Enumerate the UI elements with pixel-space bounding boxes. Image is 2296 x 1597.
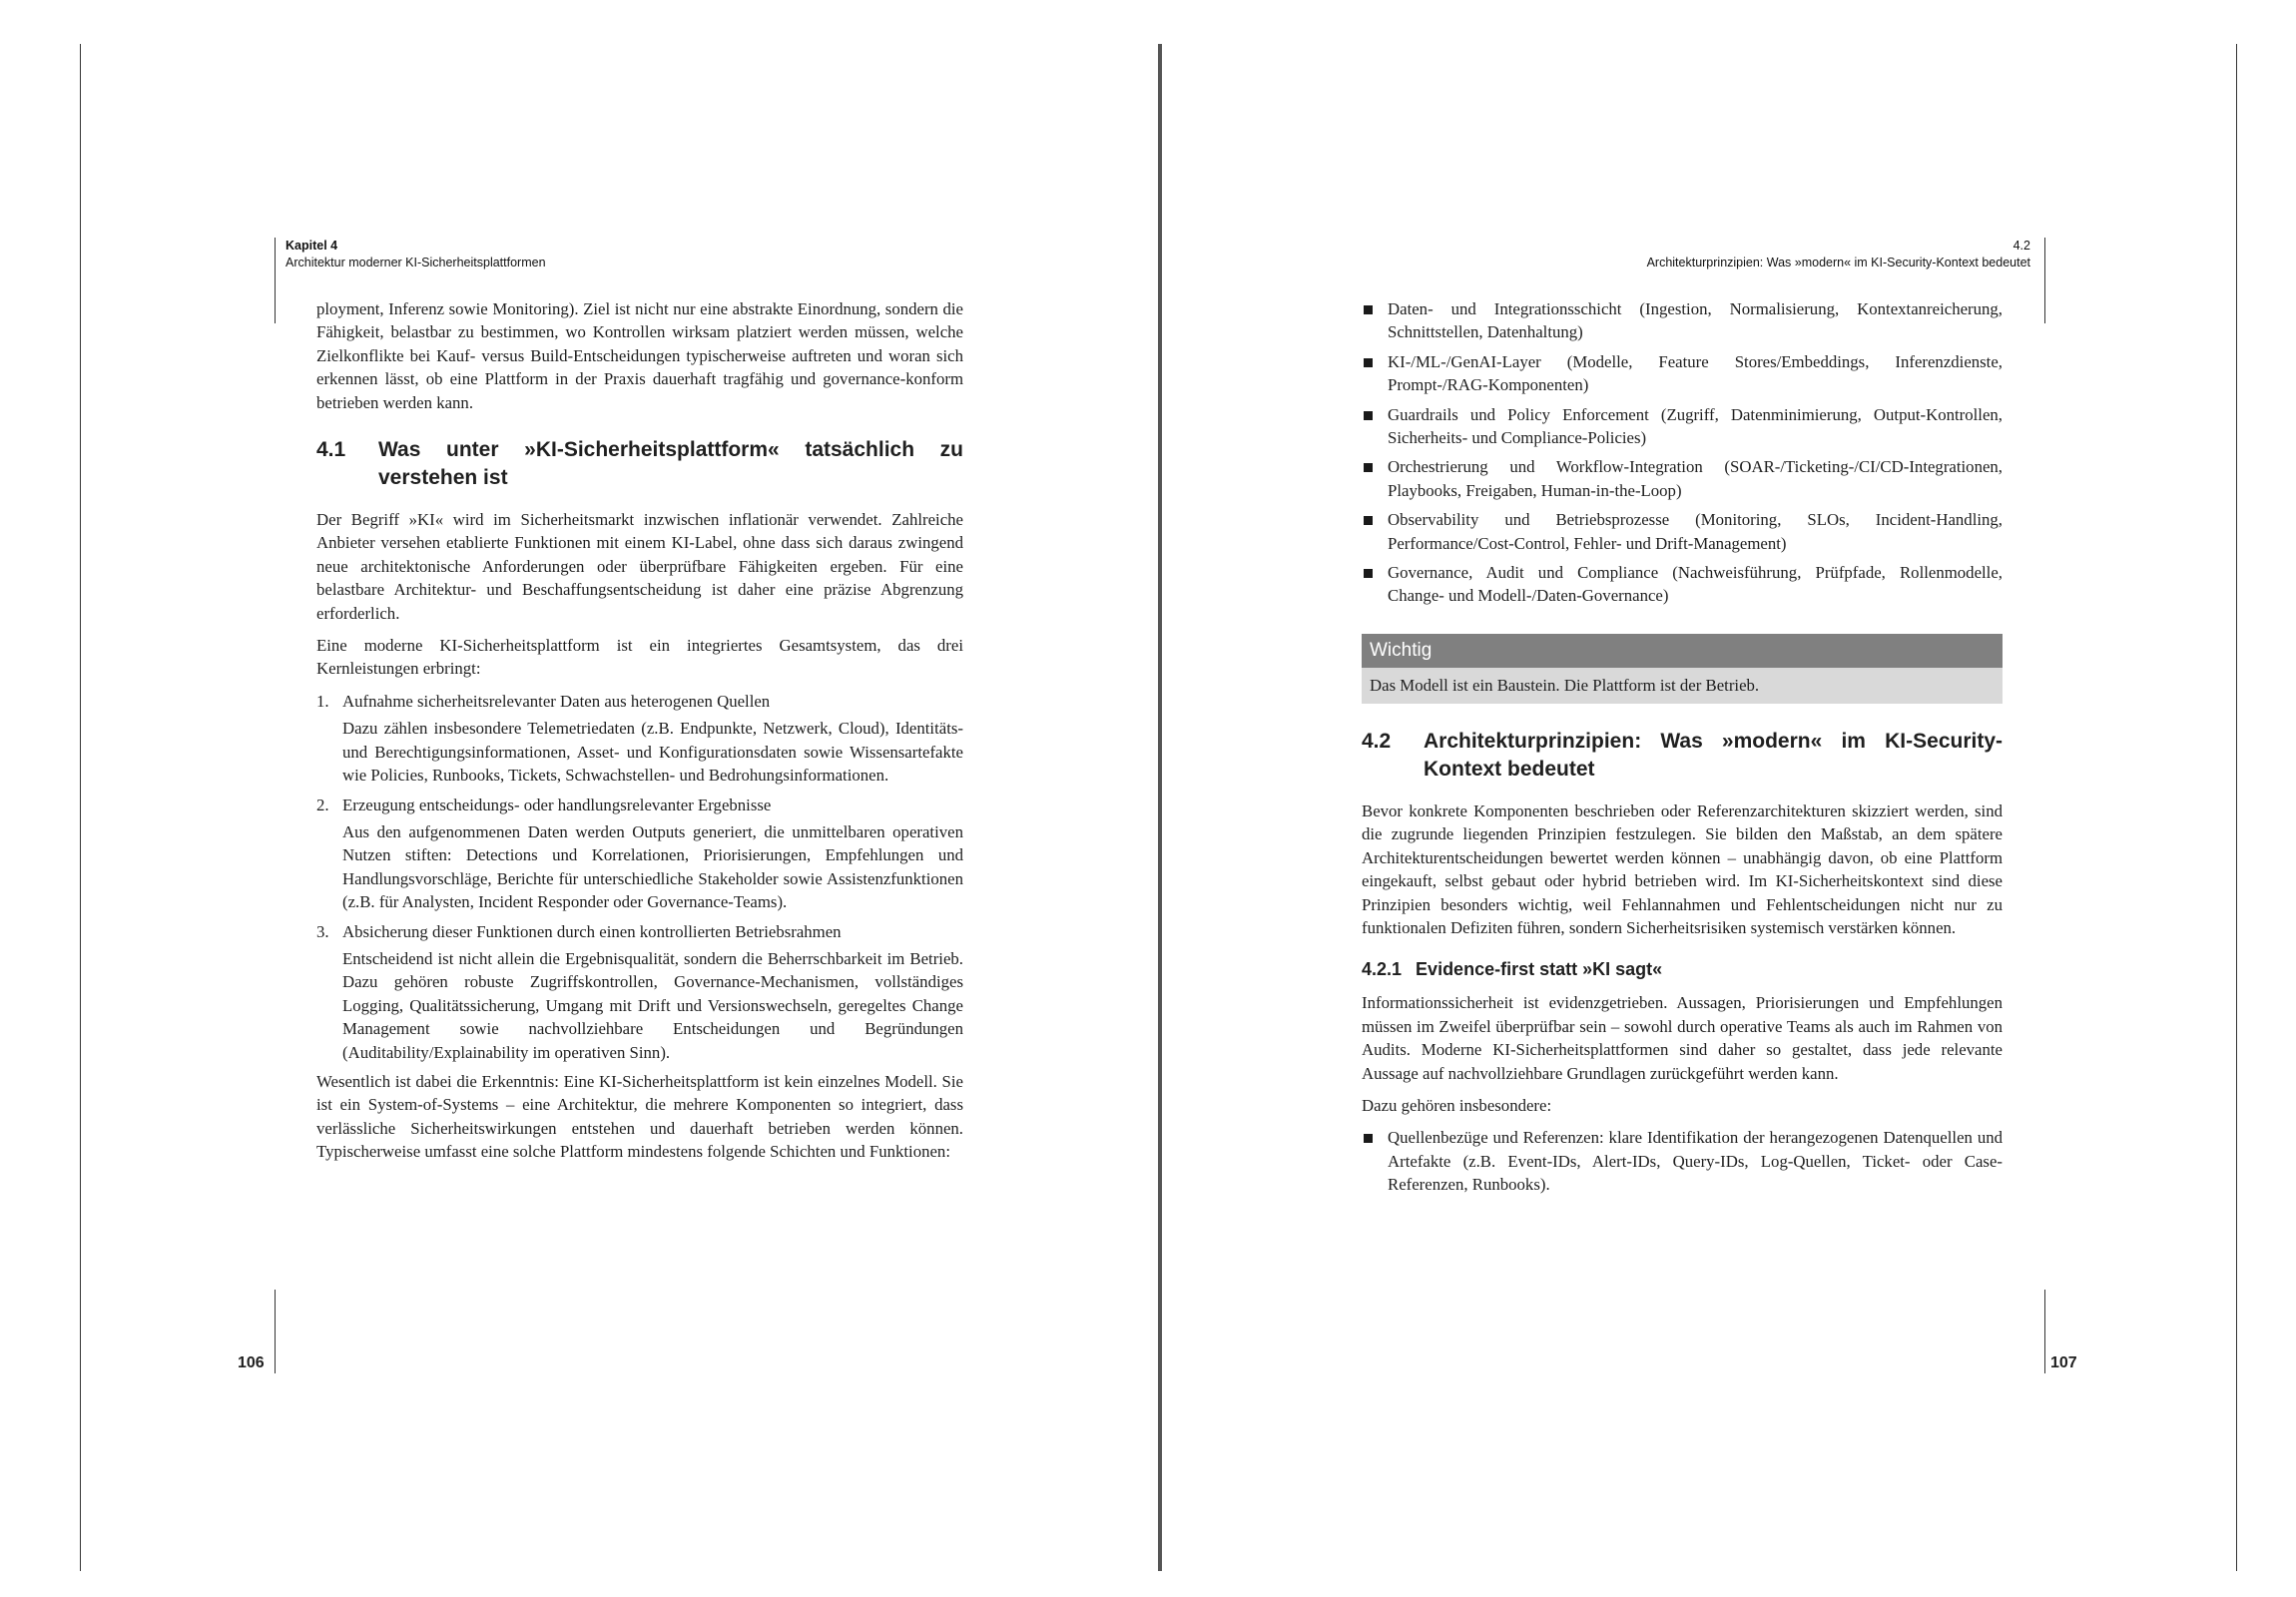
list-item-text: KI-/ML-/GenAI-Layer (Modelle, Feature Stores/Embeddings, Inferenzdienste, Prompt-/RAG-Komponenten) [1388,351,2003,395]
list-item [1362,350,2003,397]
bullet-square-icon [1364,516,1373,525]
list-item-text: Observability und Betriebsprozesse (Monitoring, SLOs, Incident-Handling, Performance/Cost-Control, Fehler- und Drift-Management) [1388,510,2003,553]
bullet-square-icon [1364,305,1373,314]
evidence-list [1362,1126,2003,1196]
list-index: 2. [316,795,329,814]
book-gutter [1158,44,1162,1571]
section-4-1-paragraph-3: Wesentlich ist dabei die Erkenntnis: Eine KI-Sicherheitsplattform ist kein einzelnes Modell. Sie ist ein System-of-Systems – eine Architektur, die mehrere Komponenten so integriert, dass verlässliche Sicherheitswirkungen entstehen und dauerhaft betrieben werden können. Typischerweise umfasst eine solche Plattform mindestens folgende Schichten und Funktionen: [316,1071,963,1162]
left-page-number: 106 [238,1354,265,1371]
bullet-square-icon [1364,569,1373,578]
list-item-heading: Aufnahme sicherheitsrelevanter Daten aus heterogenen Quellen [342,691,771,711]
subsection-title: Evidence-first statt »KI sagt« [1416,959,1663,980]
note-text: Das Modell ist ein Baustein. Die Plattform ist der Betrieb. [1362,668,2003,704]
list-item-text: Governance, Audit und Compliance (Nachweisführung, Prüfpfade, Rollenmodelle, Change- und Modell-/Daten-Governance) [1388,563,2003,606]
header-section-number: 4.2 [2012,239,2030,253]
section-4-2-paragraph-1: Bevor konkrete Komponenten beschrieben oder Referenzarchitekturen skizziert werden, sind die zugrunde liegenden Prinzipien festzulegen. Sie bilden den Maßstab, an dem spätere Architekturentscheidungen bewertet werden können – unabhängig davon, ob eine Plattform eingekauft, selbst gebaut oder hybrid betrieben wird. Im KI-Sicherheitskontext sind diese Prinzipien besonders wichtig, weil Fehlannahmen und Fehlentscheidungen nicht nur zu funktionalen Defiziten führen, sondern Sicherheitsrisiken systemisch verstärken können. [1362,800,2003,937]
list-item-text: Quellenbezüge und Referenzen: klare Identifikation der herangezogenen Datenquellen und Artefakte (z.B. Event-IDs, Alert-IDs, Query-IDs, Log-Quellen, Ticket- oder Case-Referenzen, Runbooks). [1388,1128,2003,1195]
list-item [316,920,963,1064]
section-4-1-paragraph-1: Der Begriff »KI« wird im Sicherheitsmarkt inzwischen inflationär verwendet. Zahlreiche Anbieter versehen etablierte Funktionen mit einem KI-Label, ohne dass sich daraus zwingend neue architektonische Anforderungen oder überprüfbare Fähigkeiten ergeben. Für eine belastbare Architektur- und Beschaffungsentscheidung ist daher eine präzise Abgrenzung erforderlich. [316,510,963,623]
section-number: 4.1 [316,438,346,462]
list-item [316,794,963,914]
list-item-body: Entscheidend ist nicht allein die Ergebnisqualität, sondern die Beherrschbarkeit im Betrieb. Dazu gehören robuste Zugriffskontrollen, Governance-Mechanismen, vollständiges Logging, Qualitätssicherung, Umgang mit Drift und Versionswechseln, geregeltes Change Management sowie nachvollziehbare Entscheidungen und Begründungen (Auditability/Explainability im operativen Sinn). [342,948,963,1062]
section-4-2-heading [1362,728,2003,784]
list-item [1362,403,2003,450]
note-title: Wichtig [1362,634,2003,668]
platform-layers-list [1362,297,2003,608]
list-item-text: Guardrails und Policy Enforcement (Zugriff, Datenminimierung, Output-Kontrollen, Sicherheits- und Compliance-Policies) [1388,404,2003,448]
list-index: 3. [316,921,329,941]
chapter-label: Kapitel 4 [286,239,338,253]
list-item [1362,297,2003,344]
right-running-header [1647,238,2030,271]
section-number: 4.2 [1362,729,1392,753]
bullet-square-icon [1364,411,1373,420]
list-item-heading: Absicherung dieser Funktionen durch einen kontrollierten Betriebsrahmen [342,921,842,941]
list-index: 1. [316,691,329,711]
section-4-2-1-heading [1362,957,2003,981]
section-4-1-paragraph-2: Eine moderne KI-Sicherheitsplattform ist ein integriertes Gesamtsystem, das drei Kernleistungen erbringt: [316,636,963,679]
list-item-body: Dazu zählen insbesondere Telemetriedaten (z.B. Endpunkte, Netzwerk, Cloud), Identitäts- und Berechtigungsinformationen, Asset- und Konfigurationsdaten sowie Wissensartefakte wie Policies, Runbooks, Tickets, Schwachstellen- und Bedrohungsinformationen. [342,719,963,786]
section-title: Was unter »KI-Sicherheitsplattform« tatsächlich zu verstehen ist [378,438,963,490]
section-4-2-1-paragraph-2: Dazu gehören insbesondere: [1362,1095,1552,1115]
bullet-square-icon [1364,463,1373,472]
left-running-header [286,238,546,271]
list-item [316,690,963,788]
chapter-subtitle: Architektur moderner KI-Sicherheitsplattformen [286,256,546,269]
list-item-body: Aus den aufgenommenen Daten werden Outputs generiert, die unmittelbaren operativen Nutzen stiften: Detections und Korrelationen, Priorisierungen, Empfehlungen und Handlungsvorschläge, Berichte für unterschiedliche Stakeholder sowie Assistenzfunktionen (z.B. für Analysten, Incident Responder oder Governance-Teams). [342,821,963,912]
right-page-number: 107 [2050,1354,2077,1371]
list-item [1362,508,2003,555]
subsection-number: 4.2.1 [1362,959,1403,980]
list-item [1362,1126,2003,1196]
section-4-2-1-paragraph-1: Informationssicherheit ist evidenzgetrieben. Aussagen, Priorisierungen und Empfehlungen müssen im Zweifel überprüfbar sein – sowohl durch operative Teams als auch im Rahmen von Audits. Moderne KI-Sicherheitsplattformen sind daher so gestaltet, dass jede relevante Aussage auf nachvollziehbare Grundlagen zurückgeführt werden kann. [1362,993,2003,1083]
left-text-column [316,297,963,1173]
list-item [1362,455,2003,502]
bullet-square-icon [1364,1134,1373,1143]
list-item-heading: Erzeugung entscheidungs- oder handlungsrelevanter Ergebnisse [342,795,772,814]
header-section-title: Architekturprinzipien: Was »modern« im KI-Security-Kontext bedeutet [1646,256,2030,269]
important-note-box [1362,634,2003,704]
intro-paragraph: ployment, Inferenz sowie Monitoring). Ziel ist nicht nur eine abstrakte Einordnung, sondern die Fähigkeit, belastbar zu bestimmen, wo Kontrollen wirksam platziert werden müssen, welche Zielkonflikte bei Kauf- versus Build-Entscheidungen typischerweise auftreten und woran sich erkennen lässt, ob eine Plattform in der Praxis dauerhaft tragfähig und governance-konform betrieben werden kann. [316,299,963,412]
core-services-list [316,690,963,1064]
list-item-text: Orchestrierung und Workflow-Integration (SOAR-/Ticketing-/CI/CD-Integrationen, Playbooks, Freigaben, Human-in-the-Loop) [1388,457,2003,500]
right-text-column [1362,297,2003,1206]
list-item [1362,561,2003,608]
bullet-square-icon [1364,358,1373,367]
section-title: Architekturprinzipien: Was »modern« im KI-Security-Kontext bedeutet [1424,729,2003,781]
list-item-text: Daten- und Integrationsschicht (Ingestion, Normalisierung, Kontextanreicherung, Schnittstellen, Datenhaltung) [1388,299,2003,342]
section-4-1-heading [316,436,963,492]
